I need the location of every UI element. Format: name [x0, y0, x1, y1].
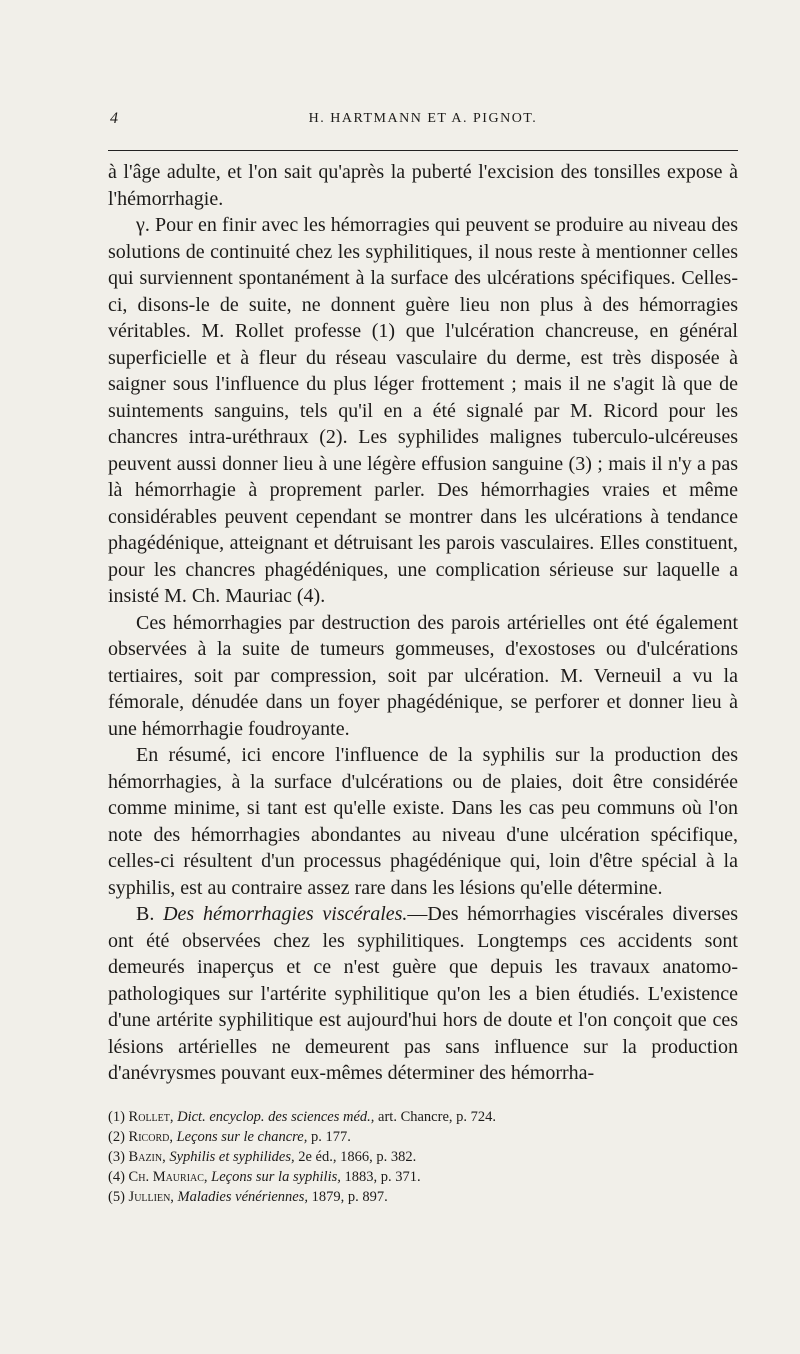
paragraph-section-b — [108, 901, 738, 1087]
running-title: H. HARTMANN ET A. PIGNOT. — [308, 111, 538, 126]
footnotes — [108, 1107, 738, 1207]
running-header — [108, 110, 738, 136]
footnote-author: Rollet, — [128, 1108, 174, 1125]
footnote-author: Jullien, — [128, 1188, 174, 1205]
paragraph-1: à l'âge adulte, et l'on sait qu'après la puberté l'excision des tonsilles expose à l'hémorrhagie. — [108, 161, 738, 210]
paragraph-2: γ. Pour en finir avec les hémorragies qui peuvent se produire au niveau des solutions de continuité chez les syphilitiques, il nous reste à mentionner celles qui surviennent spontanément à la surface des ulcérations spécifiques. Celles-ci, disons-le de suite, ne donnent guère lieu non plus à des hémorragies véritables. M. Rollet professe (1) que l'ulcération chancreuse, en général superficielle et à fleur du réseau vasculaire du derme, est très disposée à saigner sous l'influence du plus léger frottement ; mais il ne s'agit là que de suintements sanguins, tels qu'il en a été signalé par M. Ricord pour les chancres intra-uréthraux (2). Les syphilides malignes tuberculo-ulcéreuses peuvent aussi donner lieu à une légère effusion sanguine (3) ; mais il n'y a pas là hémorrhagie à proprement parler. Des hémorrhagies vraies et même considérables peuvent cependant se montrer dans les ulcérations à tendance phagédénique, atteignant et détruisant les parois vasculaires. Elles constituent, pour les chancres phagédéniques, une complication sérieuse sur laquelle a insisté M. Ch. Mauriac (4). — [108, 214, 738, 607]
footnote-4 — [108, 1167, 738, 1187]
page-number: 4 — [110, 110, 120, 127]
footnote-work: Maladies vénériennes, — [177, 1188, 309, 1205]
footnote-5 — [108, 1187, 738, 1207]
footnote-rest: p. 177. — [310, 1128, 351, 1145]
footnote-work: Dict. encyclop. des sciences méd., — [177, 1108, 375, 1125]
section-b-title: Des hémorrhagies viscérales. — [163, 903, 408, 925]
header-rule — [108, 150, 738, 151]
footnote-author: Ch. Mauriac, — [128, 1168, 208, 1185]
footnote-rest: 2e éd., 1866, p. 382. — [298, 1148, 417, 1165]
footnote-3 — [108, 1147, 738, 1167]
book-page — [108, 110, 738, 1207]
paragraph-3: Ces hémorrhagies par destruction des parois artérielles ont été également observées à la suite de tumeurs gommeuses, d'exostoses ou d'ulcérations tertiaires, soit par compression, soit par ulcération. M. Verneuil a vu la fémorale, dénudée dans un foyer phagédénique, se perforer et donner lieu à une hémorrhagie foudroyante. — [108, 611, 738, 740]
footnote-rest: 1879, p. 897. — [311, 1188, 388, 1205]
footnote-author: Bazin, — [128, 1148, 166, 1165]
footnote-1 — [108, 1107, 738, 1127]
section-b-text: —Des hémorrhagies viscérales diverses ont été observées chez les syphilitiques. Longtemps ces accidents sont demeurés inaperçus et ce n'est guère que depuis les travaux anatomo-pathologiques sur l'artérite syphilitique qu'on les a bien étudiés. L'existence d'une artérite syphilitique est aujourd'hui hors de doute et l'on conçoit que ces lésions artérielles ne demeurent pas sans influence sur la production d'anévrysmes pouvant eux-mêmes déterminer des hémorrha- — [108, 903, 738, 1084]
footnote-author: Ricord, — [128, 1128, 173, 1145]
footnote-rest: 1883, p. 371. — [344, 1168, 421, 1185]
paragraph-4: En résumé, ici encore l'influence de la syphilis sur la production des hémorrhagies, à la surface d'ulcérations ou de plaies, doit être considérée comme minime, si tant est qu'elle existe. Dans les cas peu communs où l'on note des hémorrhagies abondantes au niveau d'une ulcération spécifique, celles-ci résultent d'un processus phagédénique qui, loin d'être spécial à la syphilis, est au contraire assez rare dans les lésions qu'elle détermine. — [108, 744, 738, 899]
footnote-2 — [108, 1127, 738, 1147]
section-b-label: B. — [136, 903, 155, 925]
footnote-number: (2) — [108, 1128, 125, 1145]
footnote-number: (3) — [108, 1148, 125, 1165]
footnote-number: (1) — [108, 1108, 125, 1125]
main-text — [108, 159, 738, 1087]
footnote-work: Leçons sur la syphilis, — [211, 1168, 341, 1185]
footnote-number: (4) — [108, 1168, 125, 1185]
footnote-work: Leçons sur le chancre, — [176, 1128, 308, 1145]
footnote-number: (5) — [108, 1188, 125, 1205]
footnote-rest: art. Chancre, p. 724. — [378, 1108, 497, 1125]
footnote-work: Syphilis et syphilides, — [169, 1148, 295, 1165]
